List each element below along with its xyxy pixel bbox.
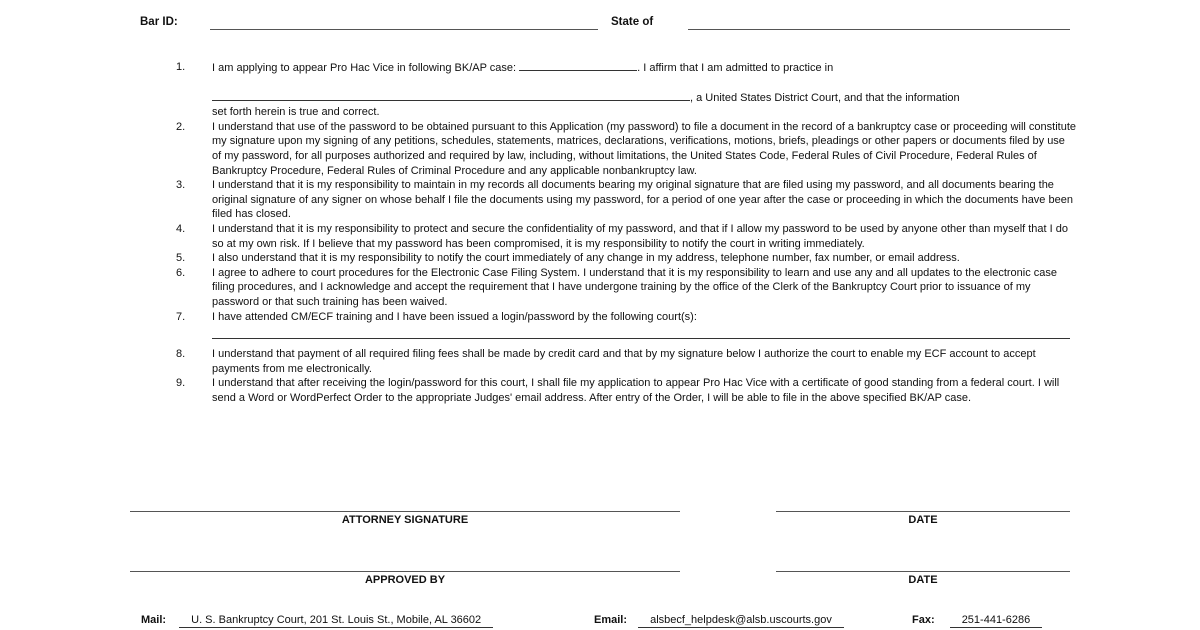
attorney-signature-line[interactable]: [130, 511, 680, 512]
item-text: I understand that use of the password to be obtained pursuant to this Application (my password) to file a document in the record of a bankruptcy case or proceeding will constitute my signature upon my signing of any petitions, schedules, statements, matrices, declarations, verifications, motions, briefs, pleadings or other papers or documents filed by use of my password, for all purposes authorized and required by law, including, without limitations, the United States Code, Federal Rules of Civil Procedure, Federal Rules of Bankruptcy Procedure, Federal Rules of Criminal Procedure and any applicable nonbankruptcy law.: [212, 120, 1076, 177]
fax-number: 251-441-6286: [950, 614, 1043, 628]
case-number-field[interactable]: [519, 60, 637, 71]
item-1-line-1: I am applying to appear Pro Hac Vice in following BK/AP case: . I affirm that I am admitted to practice in: [212, 62, 834, 74]
item-number: 5.: [176, 252, 186, 265]
item-1-line-3: set forth herein is true and correct.: [212, 106, 380, 119]
list-item: [176, 251, 1076, 266]
list-item: [176, 222, 1076, 251]
item-text: I understand that payment of all required filing fees shall be made by credit card and that by my signature below I authorize the court to enable my ECF account to accept payments from me electronically.: [212, 348, 1036, 375]
list-item: [176, 120, 1076, 178]
item-number: 7.: [176, 310, 186, 323]
approved-by-line[interactable]: [130, 571, 680, 572]
approved-by-label: APPROVED BY: [364, 574, 446, 586]
item-text: I understand that after receiving the login/password for this court, I shall file my application to appear Pro Hac Vice with a certificate of good standing from a federal court. I will send a Word or WordPerfect Order to the appropriate Judges' email address. After entry of the Order, I will be able to file in the above specified BK/AP case.: [212, 377, 1060, 404]
courts-field[interactable]: [212, 338, 1070, 339]
list-item: [176, 310, 1076, 340]
item-number: 4.: [176, 222, 186, 235]
item-number: 8.: [176, 348, 186, 361]
attorney-signature-label: ATTORNEY SIGNATURE: [341, 514, 469, 526]
list-item: [176, 347, 1076, 376]
attorney-date-line[interactable]: [776, 511, 1070, 512]
approved-date-label: DATE: [908, 574, 938, 586]
list-item: [176, 60, 1076, 120]
item-text: I understand that it is my responsibility to protect and secure the confidentiality of my password, and that if I allow my password to be used by anyone other than myself that I do so at my own risk. If I believe that my password has been compromised, it is my responsibility to notify the court in writing immediately.: [212, 222, 1069, 250]
item-number: 6.: [176, 266, 186, 279]
footer-fax: [912, 614, 1042, 626]
approved-date-line[interactable]: [776, 571, 1070, 572]
item-number: 9.: [176, 377, 186, 390]
list-item: [176, 266, 1076, 310]
item-number: 3.: [176, 179, 186, 192]
district-court-field[interactable]: [212, 90, 690, 101]
footer-mail: [141, 614, 493, 626]
state-label: State of: [611, 16, 654, 28]
mail-label: Mail:: [141, 614, 167, 626]
item-text: I understand that it is my responsibility to maintain in my records all documents bearing my original signature that are filed using my password, and all documents bearing the original signature of any signer on whose behalf I file the documents using my password, for a period of one year after the case or proceeding in which the documents have been filed has closed.: [212, 179, 1073, 221]
item-text: I have attended CM/ECF training and I have been issued a login/password by the following court(s):: [212, 310, 697, 323]
item-1-line-2: , a United States District Court, and that the information: [212, 90, 1076, 106]
bar-id-label: Bar ID:: [140, 16, 178, 28]
mail-address: U. S. Bankruptcy Court, 201 St. Louis St., Mobile, AL 36602: [179, 614, 493, 628]
state-field[interactable]: [688, 29, 1070, 30]
email-link[interactable]: alsbecf_helpdesk@alsb.uscourts.gov: [638, 614, 844, 628]
list-item: [176, 376, 1076, 405]
item-number: 2.: [176, 120, 186, 133]
item-number: 1.: [176, 61, 186, 73]
fax-label: Fax:: [912, 614, 935, 626]
attorney-date-label: DATE: [908, 514, 938, 526]
email-label: Email:: [594, 614, 628, 626]
footer-email: [594, 614, 844, 626]
item-text: I agree to adhere to court procedures for the Electronic Case Filing System. I understand that it is my responsibility to learn and use any and all updates to the electronic case filing procedures, and I acknowledge and accept the requirement that I have undergone training by the office of the Clerk of the Bankruptcy Court prior to issuance of my password or that such training has been waived.: [212, 266, 1058, 308]
bar-id-field[interactable]: [210, 29, 598, 30]
statement-list: [176, 60, 1076, 405]
item-text: I also understand that it is my responsibility to notify the court immediately of any change in my address, telephone number, fax number, or email address.: [212, 252, 960, 265]
list-item: [176, 178, 1076, 222]
